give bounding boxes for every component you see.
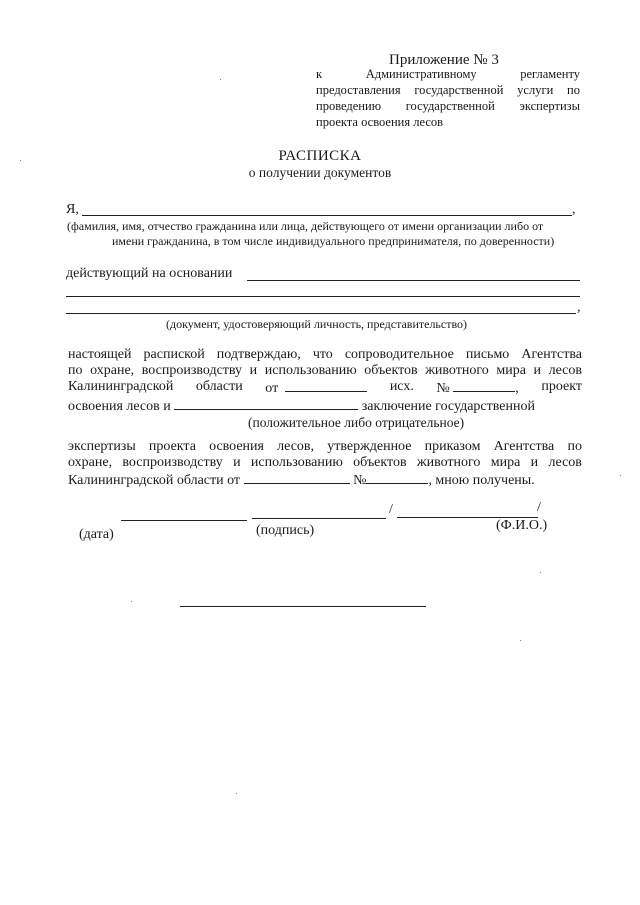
word: государственной (414, 83, 504, 97)
word: охране, (90, 363, 135, 378)
scan-speck (220, 79, 221, 80)
word: использованию (250, 455, 343, 470)
appendix-line-3 (316, 98, 580, 114)
word: № (353, 473, 367, 488)
word: экспертизы (519, 99, 580, 113)
word: области (195, 379, 243, 394)
confirmation-line-3 (68, 379, 582, 397)
appendix-line-4: проекта освоения лесов (316, 115, 444, 129)
word: животного (416, 455, 481, 470)
word: животного (425, 363, 489, 378)
signature-field[interactable] (252, 518, 386, 519)
word: подтверждаю, (216, 347, 301, 362)
signature-label: (подпись) (256, 523, 315, 538)
word: объектов (364, 363, 418, 378)
word: охране, (68, 455, 113, 470)
scan-speck (620, 475, 621, 476)
word: экспертизы (68, 439, 136, 454)
word: и (249, 363, 258, 378)
order-date-field[interactable] (244, 471, 350, 484)
document-subtitle: о получении документов (248, 165, 392, 180)
word: воспроизводству (141, 363, 243, 378)
word: лесов, (277, 439, 315, 454)
word: объектов (353, 455, 407, 470)
word: освоения лесов и (68, 399, 171, 414)
word: по (567, 83, 580, 97)
bottom-separator-line (180, 606, 426, 607)
scan-speck (131, 601, 132, 602)
confirmation-line-5 (68, 439, 582, 455)
word: лесов (548, 455, 582, 470)
word: и (533, 363, 542, 378)
conclusion-type-field[interactable] (174, 397, 358, 410)
applicant-caption-1: (фамилия, имя, отчество гражданина или лица, действующего от имени организации либо от (67, 219, 544, 233)
confirmation-line-4 (68, 397, 582, 415)
word: освоения (209, 439, 264, 454)
scan-speck (520, 640, 521, 641)
scan-speck (236, 793, 237, 794)
word: мира (490, 455, 521, 470)
confirmation-line-7 (68, 471, 582, 489)
word: услуги (517, 83, 554, 97)
word: и (530, 455, 539, 470)
word: распиской (143, 347, 205, 362)
confirmation-line-1 (68, 347, 582, 363)
applicant-prefix: Я, (66, 202, 79, 217)
word: Административному (365, 67, 477, 81)
word: проекта (148, 439, 196, 454)
word: и (233, 455, 241, 470)
word: утвержденное (327, 439, 412, 454)
word: настоящей (68, 347, 132, 362)
appendix-reference (316, 66, 580, 130)
comma: , (572, 202, 576, 217)
word: что (312, 347, 333, 362)
document-title: РАСПИСКА (278, 148, 362, 164)
word: исх. (389, 379, 414, 394)
word: от (265, 381, 279, 396)
word: лесов (548, 363, 582, 378)
word: мира (496, 363, 526, 378)
appendix-line-2 (316, 82, 580, 98)
word: Агентства (521, 347, 582, 362)
confirmation-line-6 (68, 455, 582, 471)
date-label: (дата) (79, 527, 114, 542)
word: государственной (405, 99, 495, 113)
applicant-name-field[interactable] (82, 215, 572, 216)
date-field[interactable] (121, 520, 247, 521)
word: к (316, 67, 323, 81)
word: заключение государственной (361, 399, 535, 414)
word: , мною получены. (428, 473, 535, 488)
full-name-label: (Ф.И.О.) (496, 518, 548, 533)
order-number-field[interactable] (366, 471, 428, 484)
word: Агентства (493, 439, 555, 454)
basis-field-3[interactable] (66, 313, 576, 314)
appendix-line-1 (316, 66, 580, 82)
applicant-caption-2: имени гражданина, в том числе индивидуального предпринимателя, по доверенности) (112, 234, 555, 248)
confirmation-paragraph (68, 347, 582, 489)
word: № , (436, 381, 519, 396)
scan-speck (20, 160, 21, 161)
word: сопроводительное (344, 347, 454, 362)
word: приказом (424, 439, 481, 454)
word: по (68, 363, 83, 378)
separator-slash: / (389, 502, 393, 517)
word: Калининградской области от (68, 473, 241, 488)
word: Калининградской (68, 379, 174, 394)
word: № (436, 381, 450, 396)
basis-field-2[interactable] (66, 296, 580, 297)
comma: , (577, 300, 581, 315)
word: проведению (316, 99, 382, 113)
word: по (567, 439, 582, 454)
confirmation-line-2 (68, 363, 582, 379)
outgoing-date-field[interactable] (285, 379, 367, 392)
conclusion-type-caption: (положительное либо отрицательное) (248, 415, 465, 430)
basis-field-1[interactable] (247, 280, 580, 281)
basis-caption: (документ, удостоверяющий личность, представительство) (166, 317, 468, 331)
word: использованию (264, 363, 357, 378)
separator-slash: / (537, 500, 541, 515)
word (265, 379, 367, 397)
appendix-title: Приложение № 3 (389, 52, 499, 68)
outgoing-number-field[interactable] (453, 379, 515, 392)
scan-speck (540, 572, 541, 573)
word: проект (541, 379, 582, 394)
word: воспроизводству (122, 455, 223, 470)
word: письмо (465, 347, 510, 362)
word: предоставления (316, 83, 401, 97)
basis-label: действующий на основании (66, 266, 233, 281)
word: регламенту (520, 67, 580, 81)
